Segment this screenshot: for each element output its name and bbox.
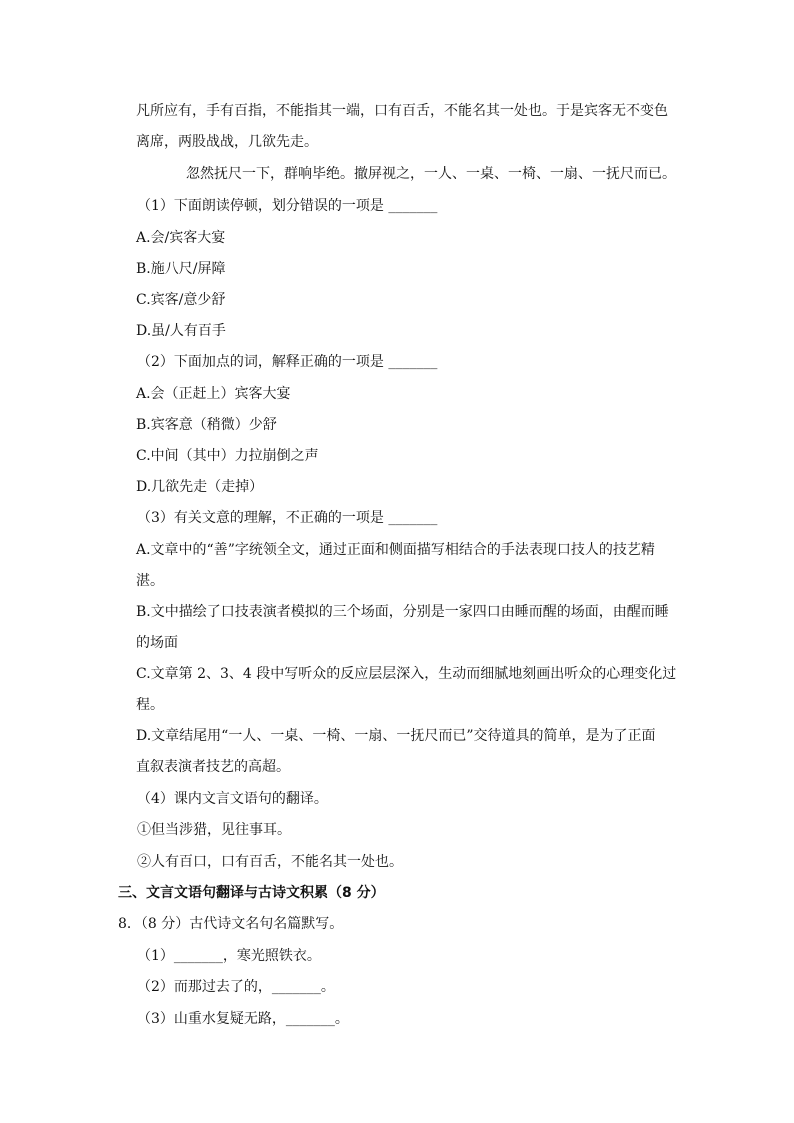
passage-line-3: 忽然抚尺一下，群响毕绝。撤屏视之，一人、一桌、一椅、一扇、一抚尺而已。 xyxy=(186,166,676,182)
q3-option-d-line-2: 直叙表演者技艺的高超。 xyxy=(136,759,290,775)
q2-option-a: A.会（正赶上）宾客大宴 xyxy=(136,386,291,402)
question-8: 8．（8 分）古代诗文名句名篇默写。 xyxy=(118,916,344,932)
q8-item-3: （3）山重水复疑无路，_______。 xyxy=(137,1011,349,1027)
q1-option-a: A.会/宾客大宴 xyxy=(136,230,226,246)
q2-option-d: D.几欲先走（走掉） xyxy=(136,479,264,495)
q3-option-d-line-1: D.文章结尾用“一人、一桌、一椅、一扇、一抚尺而已”交待道具的简单，是为了正面 xyxy=(136,728,656,744)
passage-line-2: 离席，两股战战，几欲先走。 xyxy=(136,134,318,150)
q3-option-b-line-2: 的场面 xyxy=(136,635,178,651)
q3-option-b-line-1: B.文中描绘了口技表演者模拟的三个场面，分别是一家四口由睡而醒的场面，由醒而睡 xyxy=(136,604,669,620)
q4-item-2: ②人有百口，口有百舌，不能名其一处也。 xyxy=(137,854,403,870)
passage-line-1: 凡所应有，手有百指，不能指其一端，口有百舌，不能名其一处也。于是宾客无不变色 xyxy=(136,103,668,119)
q1-option-d: D.虽/人有百手 xyxy=(136,323,226,339)
question-1: （1）下面朗读停顿，划分错误的一项是 _______ xyxy=(137,198,438,214)
section-heading: 三、文言文语句翻译与古诗文积累（8 分） xyxy=(118,885,385,901)
q3-option-a-line-2: 湛。 xyxy=(136,573,164,589)
question-4: （4）课内文言文语句的翻译。 xyxy=(137,791,328,807)
q3-option-a-line-1: A.文章中的“善”字统领全文，通过正面和侧面描写相结合的手法表现口技人的技艺精 xyxy=(136,542,655,558)
question-3: （3）有关文意的理解，不正确的一项是 _______ xyxy=(137,510,438,526)
q2-option-c: C.中间（其中）力拉崩倒之声 xyxy=(136,448,319,464)
q8-item-1: （1）_______，寒光照铁衣。 xyxy=(137,948,321,964)
q1-option-c: C.宾客/意少舒 xyxy=(136,292,226,308)
q3-option-c-line-1: C.文章第 2、3、4 段中写听众的反应层层深入，生动而细腻地刻画出听众的心理变化过 xyxy=(136,666,677,682)
q4-item-1: ①但当涉猎，见往事耳。 xyxy=(137,822,291,838)
question-2: （2）下面加点的词，解释正确的一项是 _______ xyxy=(137,354,438,370)
q1-option-b: B.施八尺/屏障 xyxy=(136,261,226,277)
q2-option-b: B.宾客意（稍微）少舒 xyxy=(136,417,277,433)
q8-item-2: （2）而那过去了的，_______。 xyxy=(137,979,335,995)
q3-option-c-line-2: 程。 xyxy=(136,697,164,713)
